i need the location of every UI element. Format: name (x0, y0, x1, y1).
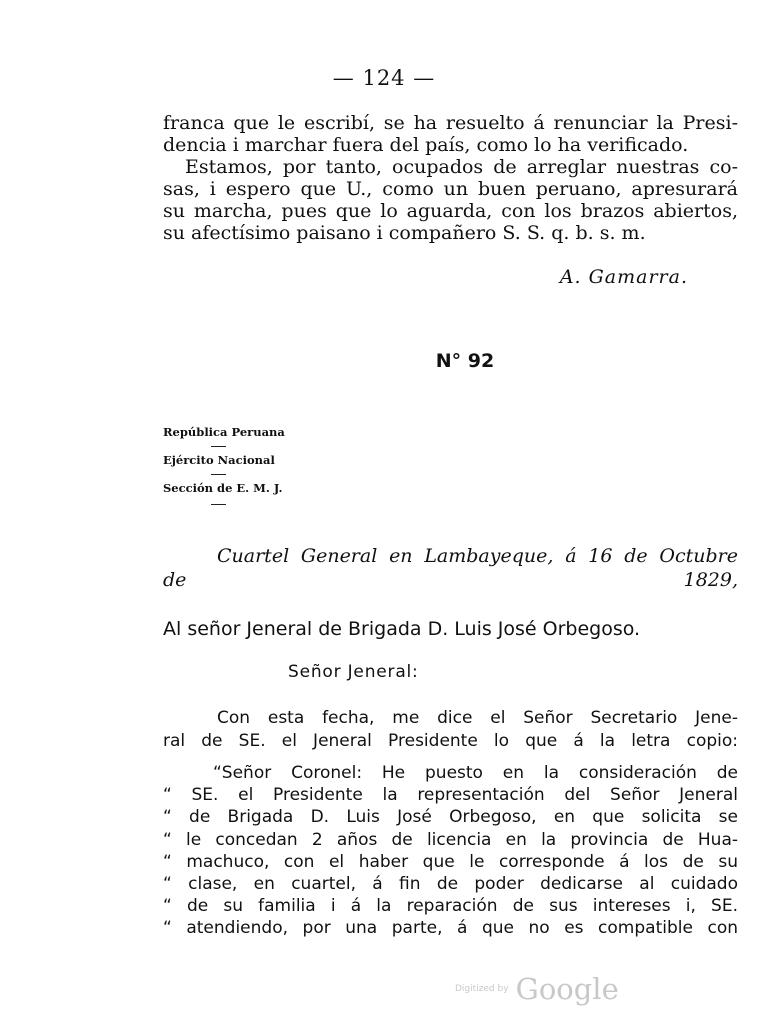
letter-text (163, 112, 738, 244)
quote-line: “ le concedan 2 años de licencia en la provincia de Hua- (163, 829, 738, 850)
dateline (163, 544, 738, 592)
text-line: su afectísimo paisano i compañero S. S. q. b. s. m. (163, 222, 646, 244)
quote-line: “ SE. el Presidente la representación del Señor Jeneral (163, 785, 738, 806)
quote-line: “ atendiendo, por una parte, á que no es compatible con (163, 918, 738, 939)
body-text (163, 707, 738, 752)
quoted-text (163, 762, 738, 940)
text-line: su marcha, pues que lo aguarda, con los brazos abiertos, (163, 200, 738, 222)
dateline-line: de 1829, (163, 569, 738, 591)
google-logo: Google (515, 972, 619, 1006)
header-divider (211, 474, 226, 475)
header-section: Sección de E. M. J. (163, 481, 283, 495)
quote-line: “ de Brigada D. Luis José Orbegoso, en que solicita se (163, 807, 738, 828)
text-line: ral de SE. el Jeneral Presidente lo que á la letra copio: (163, 730, 738, 751)
document-number: N° 92 (435, 350, 495, 372)
text-line: dencia i marchar fuera del país, como lo ha verificado. (163, 134, 689, 156)
quote-line: “ clase, en cuartel, á fin de poder dedicarse al cuidado (163, 874, 738, 895)
header-army: Ejército Nacional (163, 453, 275, 467)
quote-line: “ machuco, con el haber que le corresponde á los de su (163, 851, 738, 872)
salutation: Señor Jeneral: (288, 662, 419, 682)
header-republic: República Peruana (163, 425, 285, 439)
letter-address: Al señor Jeneral de Brigada D. Luis José Orbegoso. (163, 618, 641, 640)
text-line: franca que le escribí, se ha resuelto á renunciar la Presi- (163, 112, 738, 134)
page-number: — 124 — (332, 66, 436, 90)
digitization-watermark (455, 972, 619, 1006)
header-divider (211, 504, 226, 505)
text-line: Con esta fecha, me dice el Señor Secretario Jene- (217, 708, 738, 728)
signature: A. Gamarra. (559, 266, 688, 288)
dateline-line: Cuartel General en Lambayeque, á 16 de Octubre (217, 545, 738, 567)
text-line: Estamos, por tanto, ocupados de arreglar nuestras co- (185, 156, 738, 178)
quote-line: “ de su familia i á la reparación de sus intereses i, SE. (163, 896, 738, 917)
watermark-caption: Digitized by (455, 984, 509, 994)
text-line: sas, i espero que U., como un buen peruano, apresurará (163, 178, 738, 200)
quote-line: “Señor Coronel: He puesto en la consideración de (213, 763, 738, 783)
header-divider (211, 446, 226, 447)
